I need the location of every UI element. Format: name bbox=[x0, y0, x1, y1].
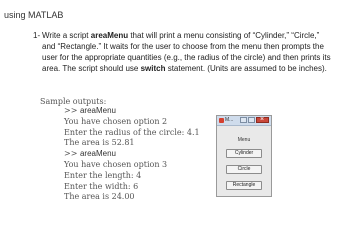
command: areaMenu bbox=[79, 106, 116, 115]
script-name: areaMenu bbox=[90, 31, 129, 40]
command: areaMenu bbox=[79, 149, 116, 159]
prompt: >> bbox=[64, 149, 80, 159]
output-line: Enter the radius of the circle: 4.1 bbox=[64, 127, 200, 137]
menu-window bbox=[216, 115, 272, 197]
menu-label: Menu bbox=[237, 137, 251, 143]
output-line: The area is 24.00 bbox=[64, 192, 135, 202]
cylinder-button[interactable]: Cylinder bbox=[226, 149, 262, 158]
maximize-button[interactable] bbox=[248, 117, 255, 123]
prompt: >> bbox=[64, 106, 80, 115]
page-heading: using MATLAB bbox=[4, 10, 64, 20]
sample-output-lines bbox=[64, 106, 200, 203]
rectangle-button[interactable]: Rectangle bbox=[226, 181, 262, 190]
output-line: The area is 52.81 bbox=[64, 138, 135, 148]
task-number: 1- bbox=[33, 31, 41, 40]
window-titlebar[interactable] bbox=[217, 116, 271, 126]
minimize-button[interactable] bbox=[240, 117, 247, 123]
output-line: You have chosen option 2 bbox=[64, 116, 168, 126]
output-line: Enter the length: 4 bbox=[64, 170, 142, 180]
circle-button[interactable]: Circle bbox=[226, 165, 262, 174]
task-text-middle: that will print a menu consisting of “Cylinder,” “Circle,” and “Rectangle.” It waits for the user to choose from the menu then prompts the user for the appropriate quantities (e.g., the radius of the circle) and then prints its area. The script should use bbox=[42, 31, 331, 73]
output-line bbox=[64, 149, 200, 160]
task-text bbox=[42, 30, 333, 74]
sample-outputs-label: Sample outputs: bbox=[40, 97, 107, 106]
task-paragraph bbox=[33, 30, 333, 74]
output-line: Enter the width: 6 bbox=[64, 181, 139, 191]
task-text-after: statement. (Units are assumed to be inches). bbox=[165, 64, 327, 73]
switch-keyword: switch bbox=[140, 64, 166, 73]
output-line bbox=[64, 106, 200, 117]
matlab-icon bbox=[219, 118, 224, 123]
task-text-before: Write a script bbox=[42, 31, 91, 40]
window-title: M... bbox=[225, 117, 234, 123]
close-button[interactable] bbox=[256, 117, 269, 123]
output-line: You have chosen option 3 bbox=[64, 159, 168, 169]
